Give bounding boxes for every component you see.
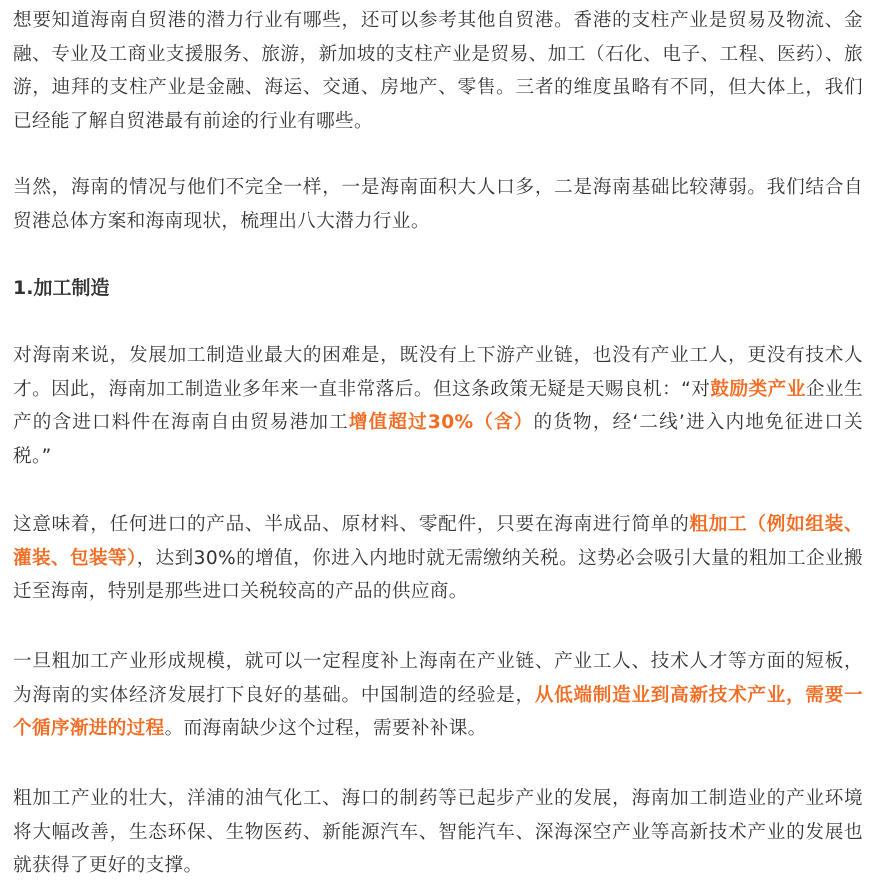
text-segment: 。而海南缺少这个过程，需要补补课。 [164,718,487,739]
section-heading: 1.加工制造 [13,277,110,299]
highlight-text: 鼓励类产业 [710,378,806,400]
paragraph-meaning [13,508,863,609]
text-segment: 企业生产的含进口料件在海南自由贸易港加工 [13,378,863,433]
highlight-text: 增值超过30%（含） [348,412,534,433]
paragraph-experience [13,645,863,746]
paragraph-policy [13,339,863,473]
paragraph-intro: 想要知道海南自贸港的潜力行业有哪些，还可以参考其他自贸港。香港的支柱产业是贸易及物流、金融、专业及工商业支援服务、旅游，新加坡的支柱产业是贸易、加工（石化、电子、工程、医药）、旅游，迪拜的支柱产业是金融、海运、交通、房地产、零售。三者的维度虽略有不同，但大体上，我们已经能了解自贸港最有前途的行业有哪些。 [13,10,863,132]
paragraph-outlook: 粗加工产业的壮大，洋浦的油气化工、海口的制药等已起步产业的发展，海南加工制造业的产业环境将大幅改善，生态环保、生物医药、新能源汽车、智能汽车、深海深空产业等高新技术产业的发展也就获得了更好的支撑。 [13,788,863,876]
paragraph-context: 当然，海南的情况与他们不完全一样，一是海南面积大人口多，二是海南基础比较薄弱。我们结合自贸港总体方案和海南现状，梳理出八大潜力行业。 [13,177,863,232]
text-segment: 的货物，经‘二线’进入内地免征进口关税。” [13,412,863,467]
text-segment: 对海南来说，发展加工制造业最大的困难是，既没有上下游产业链，也没有产业工人，更没有技术人才。因此，海南加工制造业多年来一直非常落后。但这条政策无疑是天赐良机：“对 [13,345,863,400]
text-segment: 一旦粗加工产业形成规模，就可以一定程度补上海南在产业链、产业工人、技术人才等方面的短板，为海南的实体经济发展打下良好的基础。中国制造的经验是， [13,651,863,706]
highlight-text: 从低端制造业到高新技术产业，需要一个循序渐进的过程 [13,684,864,739]
text-segment: 这意味着，任何进口的产品、半成品、原材料、零配件，只要在海南进行简单的 [13,514,690,535]
text-segment: ，达到30%的增值，你进入内地时就无需缴纳关税。这势必会吸引大量的粗加工企业搬迁至海南，特别是那些进口关税较高的产品的供应商。 [13,547,863,602]
highlight-text: 粗加工（例如组装、灌装、包装等） [13,514,863,569]
